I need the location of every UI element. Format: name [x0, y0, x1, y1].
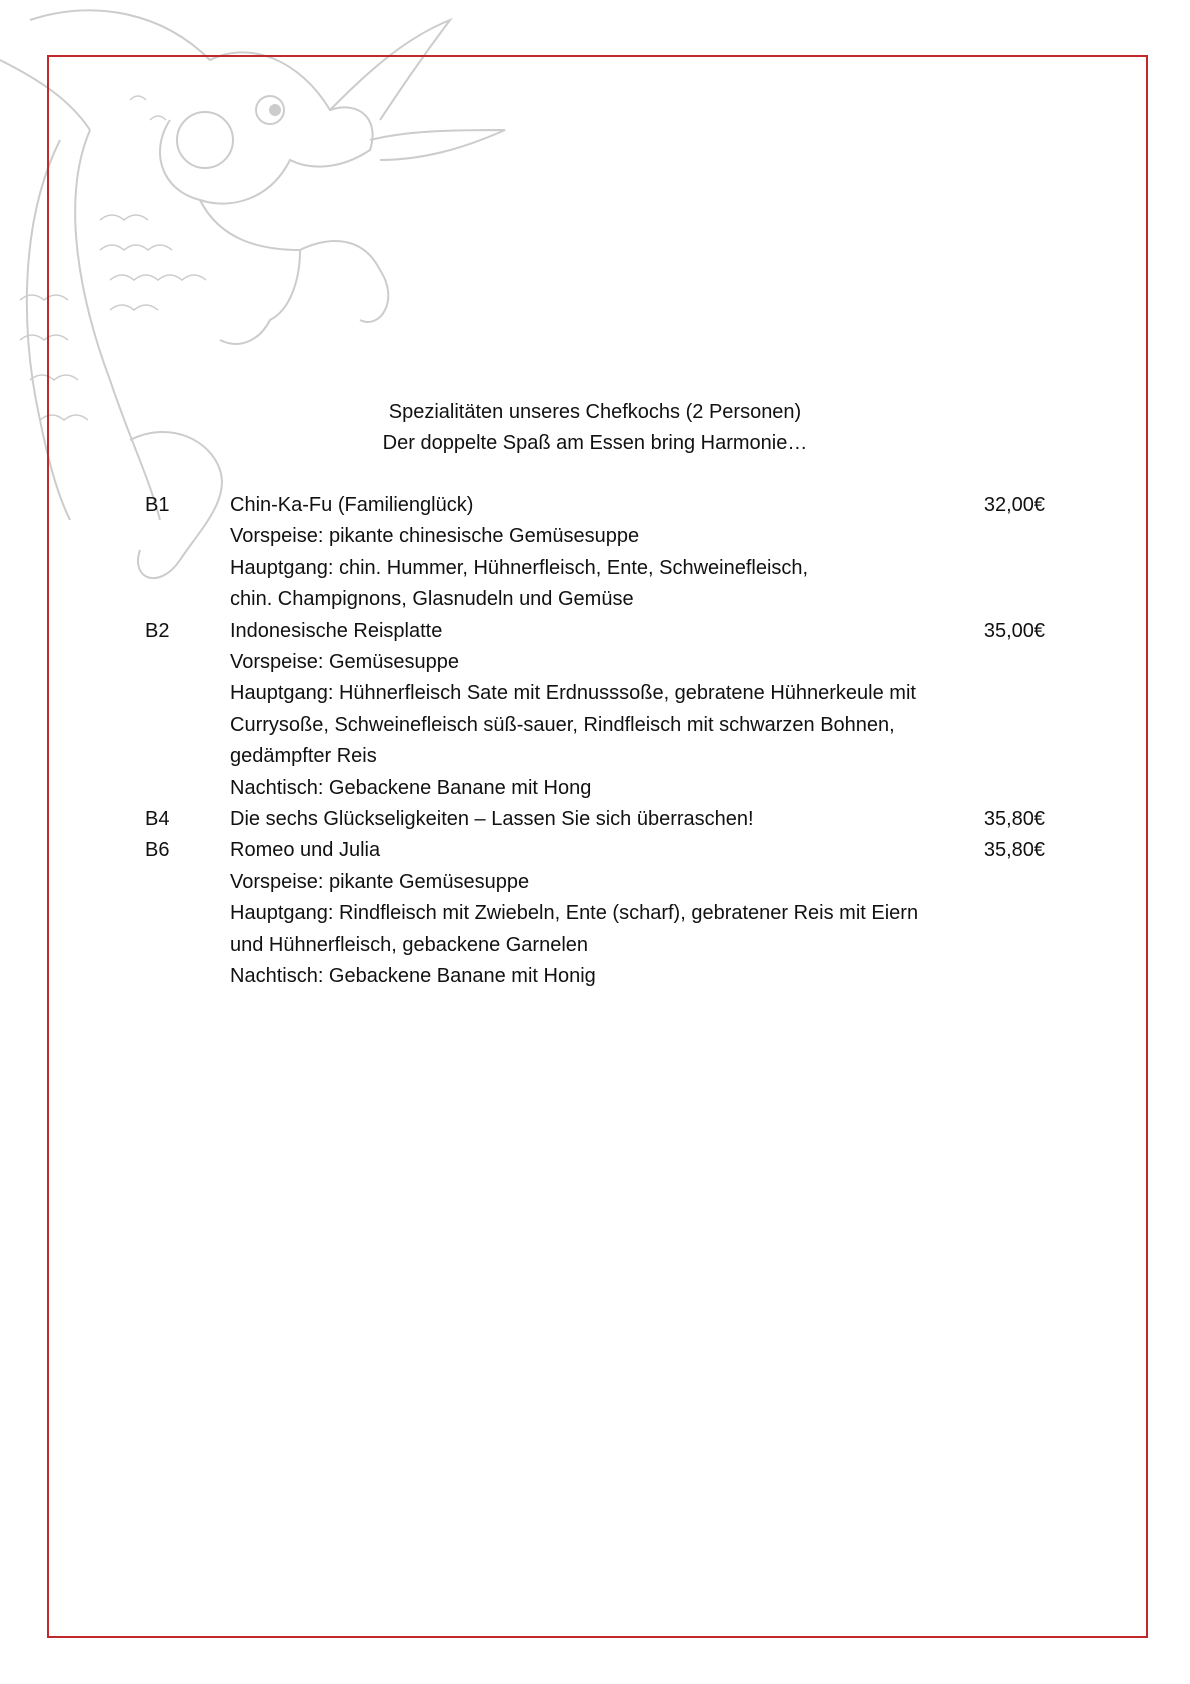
item-name: Die sechs Glückseligkeiten – Lassen Sie sich überraschen! — [230, 808, 754, 831]
item-description-line: Nachtisch: Gebackene Banane mit Honig — [230, 965, 596, 988]
item-name: Indonesische Reisplatte — [230, 619, 443, 642]
menu-list — [145, 490, 1045, 993]
menu-item-header — [145, 616, 1045, 647]
item-description-line: Vorspeise: pikante chinesische Gemüsesuppe — [230, 525, 640, 548]
section-title: Spezialitäten unseres Chefkochs (2 Personen) — [388, 401, 802, 423]
item-description-line: Vorspeise: pikante Gemüsesuppe — [230, 870, 530, 893]
item-name: Chin-Ka-Fu (Familienglück) — [230, 494, 474, 516]
item-price: 32,00€ — [983, 494, 1045, 516]
item-description-line: chin. Champignons, Glasnudeln und Gemüse — [230, 588, 634, 611]
item-price: 35,80€ — [983, 808, 1045, 831]
menu-item — [145, 804, 1045, 835]
item-code: B4 — [145, 808, 170, 831]
item-code: B6 — [145, 839, 170, 862]
item-description-line: Hauptgang: Hühnerfleisch Sate mit Erdnusssoße, gebratene Hühnerkeule mit — [230, 682, 916, 705]
item-price: 35,80€ — [983, 839, 1045, 862]
menu-item — [145, 490, 1045, 616]
item-description-line: Hauptgang: Rindfleisch mit Zwiebeln, Ente (scharf), gebratener Reis mit Eiern — [230, 902, 919, 925]
menu-item-header — [145, 835, 1045, 866]
item-description-line: gedämpfter Reis — [230, 745, 377, 768]
item-price: 35,00€ — [983, 619, 1045, 642]
item-name: Romeo und Julia — [230, 839, 381, 862]
menu-item — [145, 835, 1045, 992]
item-description-line: und Hühnerfleisch, gebackene Garnelen — [230, 933, 589, 956]
item-description-line: Vorspeise: Gemüsesuppe — [230, 651, 460, 674]
item-description-line: Hauptgang: chin. Hummer, Hühnerfleisch, Ente, Schweinefleisch, — [230, 556, 809, 579]
item-description-line: Nachtisch: Gebackene Banane mit Hong — [230, 776, 592, 799]
menu-item-header — [145, 490, 1045, 521]
item-code: B1 — [145, 494, 170, 516]
menu-item-header — [145, 804, 1045, 835]
section-subtitle: Der doppelte Spaß am Essen bring Harmonie… — [382, 432, 808, 455]
item-code: B2 — [145, 619, 170, 642]
menu-item — [145, 616, 1045, 804]
menu-header — [0, 397, 1190, 460]
item-description-line: Currysoße, Schweinefleisch süß-sauer, Rindfleisch mit schwarzen Bohnen, — [230, 713, 895, 736]
